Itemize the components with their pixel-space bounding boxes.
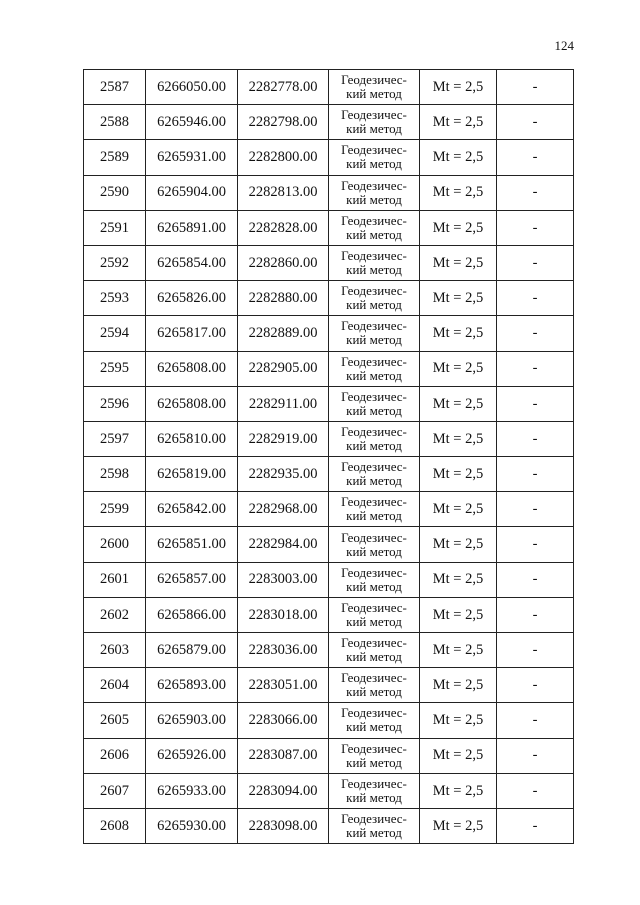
table-row <box>84 316 574 351</box>
x-coordinate-cell: 6265879.00 <box>146 633 238 668</box>
point-number-cell: 2589 <box>84 140 146 175</box>
note-cell: - <box>497 633 574 668</box>
accuracy-cell: Mt = 2,5 <box>420 210 497 245</box>
note-cell: - <box>497 140 574 175</box>
table-row <box>84 703 574 738</box>
method-cell <box>329 140 420 175</box>
method-line-1: Геодезичес- <box>341 423 407 439</box>
method-line-1: Геодезичес- <box>341 353 407 369</box>
table-row <box>84 527 574 562</box>
point-number-cell: 2595 <box>84 351 146 386</box>
method-line-1: Геодезичес- <box>341 670 407 686</box>
note-cell: - <box>497 105 574 140</box>
method-cell <box>329 386 420 421</box>
method-line-1: Геодезичес- <box>341 529 407 545</box>
point-number-cell: 2591 <box>84 210 146 245</box>
x-coordinate-cell: 6265810.00 <box>146 421 238 456</box>
table-row <box>84 562 574 597</box>
x-coordinate-cell: 6265826.00 <box>146 281 238 316</box>
method-cell <box>329 633 420 668</box>
x-coordinate-cell: 6265842.00 <box>146 492 238 527</box>
x-coordinate-cell: 6265904.00 <box>146 175 238 210</box>
x-coordinate-cell: 6265817.00 <box>146 316 238 351</box>
method-cell <box>329 808 420 843</box>
method-cell <box>329 175 420 210</box>
method-line-2: кий метод <box>346 367 402 383</box>
note-cell: - <box>497 808 574 843</box>
y-coordinate-cell: 2283018.00 <box>238 597 329 632</box>
accuracy-cell: Mt = 2,5 <box>420 316 497 351</box>
method-cell <box>329 210 420 245</box>
note-cell: - <box>497 351 574 386</box>
method-cell <box>329 562 420 597</box>
method-line-2: кий метод <box>346 121 402 137</box>
method-cell <box>329 281 420 316</box>
note-cell: - <box>497 316 574 351</box>
method-line-2: кий метод <box>346 297 402 313</box>
note-cell: - <box>497 210 574 245</box>
accuracy-cell: Mt = 2,5 <box>420 386 497 421</box>
method-line-2: кий метод <box>346 86 402 102</box>
x-coordinate-cell: 6265933.00 <box>146 773 238 808</box>
method-line-1: Геодезичес- <box>341 142 407 158</box>
accuracy-cell: Mt = 2,5 <box>420 140 497 175</box>
table-row <box>84 140 574 175</box>
method-line-1: Геодезичес- <box>341 494 407 510</box>
accuracy-cell: Mt = 2,5 <box>420 281 497 316</box>
note-cell: - <box>497 597 574 632</box>
accuracy-cell: Mt = 2,5 <box>420 70 497 105</box>
method-line-2: кий метод <box>346 754 402 770</box>
accuracy-cell: Mt = 2,5 <box>420 421 497 456</box>
method-cell <box>329 105 420 140</box>
method-line-1: Геодезичес- <box>341 388 407 404</box>
x-coordinate-cell: 6265891.00 <box>146 210 238 245</box>
x-coordinate-cell: 6265819.00 <box>146 457 238 492</box>
x-coordinate-cell: 6265854.00 <box>146 245 238 280</box>
method-cell <box>329 351 420 386</box>
point-number-cell: 2587 <box>84 70 146 105</box>
method-cell <box>329 316 420 351</box>
point-number-cell: 2608 <box>84 808 146 843</box>
method-line-1: Геодезичес- <box>341 177 407 193</box>
method-line-1: Геодезичес- <box>341 107 407 123</box>
method-line-2: кий метод <box>346 156 402 172</box>
method-line-1: Геодезичес- <box>341 635 407 651</box>
note-cell: - <box>497 386 574 421</box>
method-line-2: кий метод <box>346 684 402 700</box>
note-cell: - <box>497 738 574 773</box>
method-line-1: Геодезичес- <box>341 599 407 615</box>
method-cell <box>329 773 420 808</box>
method-line-1: Геодезичес- <box>341 212 407 228</box>
method-cell <box>329 527 420 562</box>
method-line-2: кий метод <box>346 226 402 242</box>
accuracy-cell: Mt = 2,5 <box>420 457 497 492</box>
x-coordinate-cell: 6265808.00 <box>146 351 238 386</box>
accuracy-cell: Mt = 2,5 <box>420 175 497 210</box>
method-line-1: Геодезичес- <box>341 459 407 475</box>
x-coordinate-cell: 6265903.00 <box>146 703 238 738</box>
table-row <box>84 773 574 808</box>
point-number-cell: 2600 <box>84 527 146 562</box>
method-line-2: кий метод <box>346 508 402 524</box>
accuracy-cell: Mt = 2,5 <box>420 105 497 140</box>
point-number-cell: 2603 <box>84 633 146 668</box>
table-row <box>84 281 574 316</box>
method-line-2: кий метод <box>346 543 402 559</box>
point-number-cell: 2607 <box>84 773 146 808</box>
method-cell <box>329 70 420 105</box>
point-number-cell: 2597 <box>84 421 146 456</box>
y-coordinate-cell: 2282798.00 <box>238 105 329 140</box>
accuracy-cell: Mt = 2,5 <box>420 738 497 773</box>
table-row <box>84 70 574 105</box>
method-line-1: Геодезичес- <box>341 775 407 791</box>
point-number-cell: 2601 <box>84 562 146 597</box>
y-coordinate-cell: 2283066.00 <box>238 703 329 738</box>
table-row <box>84 597 574 632</box>
note-cell: - <box>497 703 574 738</box>
accuracy-cell: Mt = 2,5 <box>420 633 497 668</box>
method-line-1: Геодезичес- <box>341 564 407 580</box>
method-line-1: Геодезичес- <box>341 248 407 264</box>
point-number-cell: 2598 <box>84 457 146 492</box>
method-line-2: кий метод <box>346 332 402 348</box>
y-coordinate-cell: 2283036.00 <box>238 633 329 668</box>
note-cell: - <box>497 527 574 562</box>
point-number-cell: 2606 <box>84 738 146 773</box>
note-cell: - <box>497 70 574 105</box>
method-line-1: Геодезичес- <box>341 740 407 756</box>
note-cell: - <box>497 175 574 210</box>
accuracy-cell: Mt = 2,5 <box>420 703 497 738</box>
point-number-cell: 2588 <box>84 105 146 140</box>
note-cell: - <box>497 421 574 456</box>
method-cell <box>329 245 420 280</box>
method-cell <box>329 668 420 703</box>
method-line-2: кий метод <box>346 191 402 207</box>
table-row <box>84 210 574 245</box>
point-number-cell: 2599 <box>84 492 146 527</box>
y-coordinate-cell: 2282984.00 <box>238 527 329 562</box>
method-line-2: кий метод <box>346 649 402 665</box>
method-line-2: кий метод <box>346 437 402 453</box>
note-cell: - <box>497 457 574 492</box>
method-cell <box>329 703 420 738</box>
table-row <box>84 105 574 140</box>
method-line-1: Геодезичес- <box>341 318 407 334</box>
method-line-2: кий метод <box>346 578 402 594</box>
accuracy-cell: Mt = 2,5 <box>420 527 497 562</box>
method-line-2: кий метод <box>346 262 402 278</box>
y-coordinate-cell: 2282813.00 <box>238 175 329 210</box>
x-coordinate-cell: 6265926.00 <box>146 738 238 773</box>
table-row <box>84 668 574 703</box>
method-line-2: кий метод <box>346 613 402 629</box>
coordinates-table-body <box>84 70 574 844</box>
accuracy-cell: Mt = 2,5 <box>420 597 497 632</box>
y-coordinate-cell: 2283003.00 <box>238 562 329 597</box>
x-coordinate-cell: 6265857.00 <box>146 562 238 597</box>
x-coordinate-cell: 6265946.00 <box>146 105 238 140</box>
table-row <box>84 245 574 280</box>
y-coordinate-cell: 2282889.00 <box>238 316 329 351</box>
coordinates-table <box>83 69 574 844</box>
method-line-1: Геодезичес- <box>341 705 407 721</box>
method-cell <box>329 421 420 456</box>
point-number-cell: 2590 <box>84 175 146 210</box>
y-coordinate-cell: 2283098.00 <box>238 808 329 843</box>
x-coordinate-cell: 6265866.00 <box>146 597 238 632</box>
accuracy-cell: Mt = 2,5 <box>420 808 497 843</box>
table-row <box>84 175 574 210</box>
table-row <box>84 808 574 843</box>
table-row <box>84 738 574 773</box>
point-number-cell: 2592 <box>84 245 146 280</box>
note-cell: - <box>497 245 574 280</box>
y-coordinate-cell: 2282800.00 <box>238 140 329 175</box>
point-number-cell: 2596 <box>84 386 146 421</box>
x-coordinate-cell: 6265893.00 <box>146 668 238 703</box>
x-coordinate-cell: 6265930.00 <box>146 808 238 843</box>
table-row <box>84 421 574 456</box>
note-cell: - <box>497 562 574 597</box>
point-number-cell: 2605 <box>84 703 146 738</box>
accuracy-cell: Mt = 2,5 <box>420 668 497 703</box>
method-line-1: Геодезичес- <box>341 811 407 827</box>
accuracy-cell: Mt = 2,5 <box>420 245 497 280</box>
table-row <box>84 457 574 492</box>
x-coordinate-cell: 6265808.00 <box>146 386 238 421</box>
method-line-2: кий метод <box>346 789 402 805</box>
table-row <box>84 386 574 421</box>
method-line-1: Геодезичес- <box>341 283 407 299</box>
accuracy-cell: Mt = 2,5 <box>420 773 497 808</box>
x-coordinate-cell: 6265931.00 <box>146 140 238 175</box>
method-line-1: Геодезичес- <box>341 72 407 88</box>
method-cell <box>329 457 420 492</box>
method-line-2: кий метод <box>346 719 402 735</box>
accuracy-cell: Mt = 2,5 <box>420 351 497 386</box>
note-cell: - <box>497 281 574 316</box>
point-number-cell: 2604 <box>84 668 146 703</box>
y-coordinate-cell: 2282880.00 <box>238 281 329 316</box>
y-coordinate-cell: 2283051.00 <box>238 668 329 703</box>
note-cell: - <box>497 492 574 527</box>
method-line-2: кий метод <box>346 402 402 418</box>
table-row <box>84 351 574 386</box>
method-line-2: кий метод <box>346 473 402 489</box>
y-coordinate-cell: 2282860.00 <box>238 245 329 280</box>
accuracy-cell: Mt = 2,5 <box>420 492 497 527</box>
method-cell <box>329 597 420 632</box>
point-number-cell: 2594 <box>84 316 146 351</box>
y-coordinate-cell: 2282828.00 <box>238 210 329 245</box>
y-coordinate-cell: 2282911.00 <box>238 386 329 421</box>
point-number-cell: 2593 <box>84 281 146 316</box>
method-cell <box>329 738 420 773</box>
note-cell: - <box>497 773 574 808</box>
y-coordinate-cell: 2283087.00 <box>238 738 329 773</box>
point-number-cell: 2602 <box>84 597 146 632</box>
x-coordinate-cell: 6266050.00 <box>146 70 238 105</box>
x-coordinate-cell: 6265851.00 <box>146 527 238 562</box>
method-cell <box>329 492 420 527</box>
y-coordinate-cell: 2282905.00 <box>238 351 329 386</box>
table-row <box>84 492 574 527</box>
note-cell: - <box>497 668 574 703</box>
y-coordinate-cell: 2282778.00 <box>238 70 329 105</box>
y-coordinate-cell: 2283094.00 <box>238 773 329 808</box>
table-row <box>84 633 574 668</box>
y-coordinate-cell: 2282935.00 <box>238 457 329 492</box>
method-line-2: кий метод <box>346 825 402 841</box>
y-coordinate-cell: 2282968.00 <box>238 492 329 527</box>
page-number: 124 <box>554 38 574 53</box>
accuracy-cell: Mt = 2,5 <box>420 562 497 597</box>
y-coordinate-cell: 2282919.00 <box>238 421 329 456</box>
